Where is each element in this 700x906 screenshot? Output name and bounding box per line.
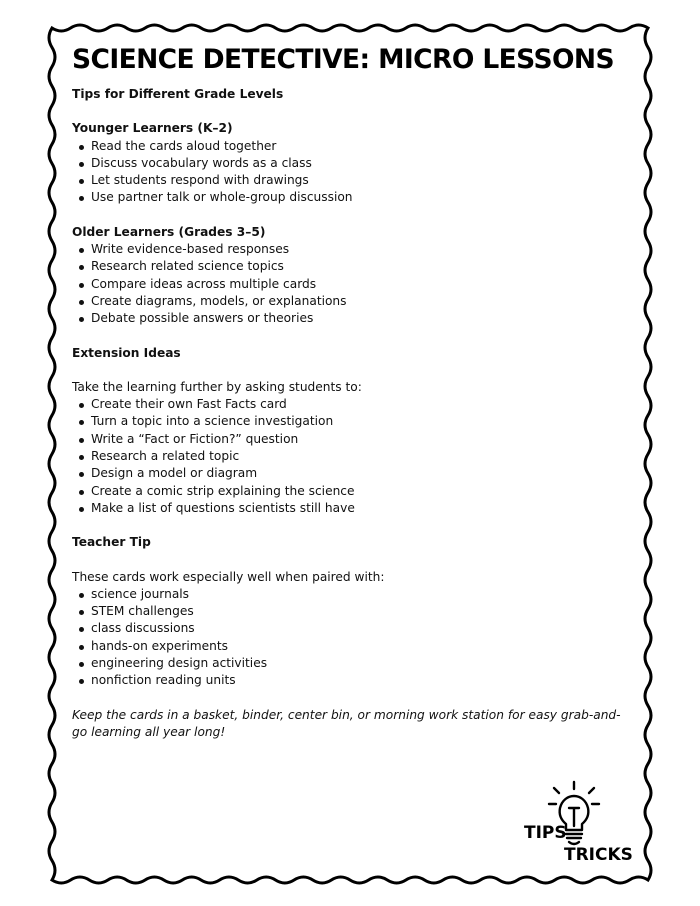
list-item: Write a “Fact or Fiction?” question xyxy=(72,431,632,448)
list-item: science journals xyxy=(72,586,632,603)
list-item: Use partner talk or whole-group discussion xyxy=(72,189,632,206)
list-item: Create a comic strip explaining the science xyxy=(72,483,632,500)
list-item: Research a related topic xyxy=(72,448,632,465)
list-item: STEM challenges xyxy=(72,603,632,620)
younger-heading: Younger Learners (K–2) xyxy=(72,121,233,136)
list-item: engineering design activities xyxy=(72,655,632,672)
list-item: Turn a topic into a science investigation xyxy=(72,413,632,430)
list-item: class discussions xyxy=(72,620,632,637)
list-item: Research related science topics xyxy=(72,258,632,275)
older-list xyxy=(72,241,632,327)
teacher-tip-heading: Teacher Tip xyxy=(72,535,151,550)
younger-list xyxy=(72,138,632,207)
page-title: SCIENCE DETECTIVE: MICRO LESSONS xyxy=(72,44,614,75)
list-item: Let students respond with drawings xyxy=(72,172,632,189)
logo-line2: TRICKS xyxy=(564,845,633,865)
extension-list xyxy=(72,396,632,517)
list-item: Write evidence-based responses xyxy=(72,241,632,258)
list-item: Compare ideas across multiple cards xyxy=(72,276,632,293)
intro-heading: Tips for Different Grade Levels xyxy=(72,87,284,101)
older-heading: Older Learners (Grades 3–5) xyxy=(72,224,266,239)
extension-lead: Take the learning further by asking students to: xyxy=(72,379,362,394)
list-item: Read the cards aloud together xyxy=(72,138,632,155)
list-item: Design a model or diagram xyxy=(72,465,632,482)
list-item: Debate possible answers or theories xyxy=(72,310,632,327)
teacher-tip-list xyxy=(72,586,632,690)
closing-note: Keep the cards in a basket, binder, center bin, or morning work station for easy grab-and-go learning all year long! xyxy=(72,707,621,739)
list-item: nonfiction reading units xyxy=(72,672,632,689)
list-item: Make a list of questions scientists still have xyxy=(72,500,632,517)
extension-heading: Extension Ideas xyxy=(72,345,181,360)
content xyxy=(72,86,632,741)
teacher-tip-lead: These cards work especially well when paired with: xyxy=(72,569,385,584)
tips-tricks-logo xyxy=(522,780,638,870)
lightbulb-icon xyxy=(522,780,638,870)
list-item: Discuss vocabulary words as a class xyxy=(72,155,632,172)
logo-line1: TIPS xyxy=(524,823,567,843)
list-item: Create their own Fast Facts card xyxy=(72,396,632,413)
list-item: Create diagrams, models, or explanations xyxy=(72,293,632,310)
list-item: hands-on experiments xyxy=(72,638,632,655)
